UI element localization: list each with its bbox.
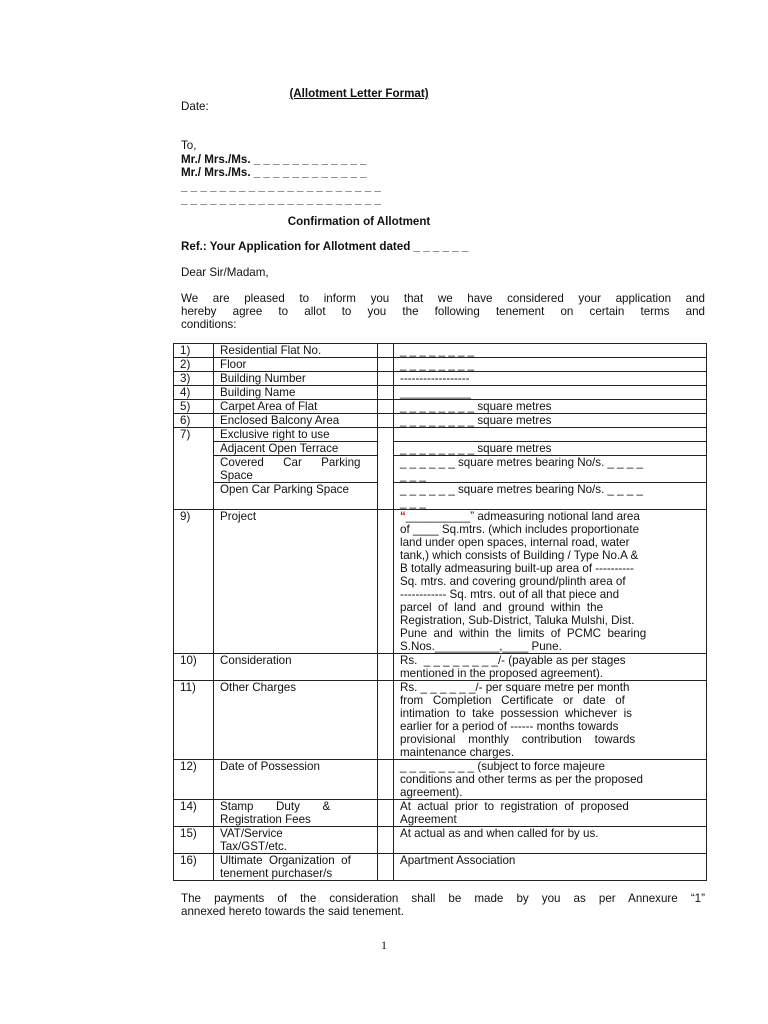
row-value: ___________ — [394, 386, 707, 400]
vat-label-2: Tax/GST/etc. — [220, 840, 288, 853]
table-row — [174, 372, 707, 386]
table-row — [174, 386, 707, 400]
address-line-3: _ _ _ _ _ _ _ _ _ _ _ _ _ _ _ _ _ _ _ _ _ — [181, 180, 381, 193]
open-quote-mark: “ — [400, 510, 406, 523]
project-line: ------------ Sq. mtrs. out of all that piece and — [400, 588, 620, 601]
possession-line: agreement). — [400, 786, 463, 799]
intro-line-1: We are pleased to inform you that we have considered your application and — [181, 292, 705, 305]
table-row — [174, 414, 707, 428]
project-line: land under open spaces, internal road, water — [400, 536, 630, 549]
charges-line: Rs. _ _ _ _ _ _/- per square metre per month — [400, 681, 630, 694]
project-line: Registration, Sub-District, Taluka Mulshi, Dist. — [400, 614, 635, 627]
row-number: 3) — [174, 372, 214, 386]
open-parking-value-2: _ _ _ — [400, 496, 426, 509]
project-line: S.Nos.__________,____ Pune. — [400, 640, 562, 653]
sub-description: Exclusive right to use — [214, 428, 377, 442]
salutation: Dear Sir/Madam, — [181, 266, 269, 279]
table-row — [174, 428, 707, 510]
charges-line: earlier for a period of ------ months towards — [400, 720, 619, 733]
row-number: 16) — [174, 854, 214, 881]
row-number: 11) — [174, 681, 214, 760]
row-number: 7) — [174, 428, 214, 510]
open-parking-value: _ _ _ _ _ _ square metres bearing No/s. _ _ _ _ — [400, 483, 643, 496]
row-value — [394, 760, 707, 800]
row-number: 10) — [174, 654, 214, 681]
table-row — [174, 760, 707, 800]
closing-line-2: annexed hereto towards the said tenement. — [181, 905, 405, 918]
row-value: _ _ _ _ _ _ _ _ square metres — [394, 400, 707, 414]
table-row — [174, 654, 707, 681]
project-line: of ____ Sq.mtrs. (which includes proportionate — [400, 523, 640, 536]
addressee-line-2: Mr./ Mrs./Ms. _ _ _ _ _ _ _ _ _ _ _ _ — [181, 166, 367, 179]
table-row — [174, 400, 707, 414]
row-value: At actual as and when called for by us. — [394, 827, 707, 854]
row-description: Project — [214, 510, 378, 654]
project-line: Sq. mtrs. and covering ground/plinth area of — [400, 575, 626, 588]
sub-value — [394, 456, 706, 483]
consideration-line: Rs. _ _ _ _ _ _ _ _/- (payable as per stages — [400, 654, 626, 667]
project-line: parcel of land and ground within the — [400, 601, 604, 614]
row-value — [394, 428, 707, 510]
row-description: Building Name — [214, 386, 378, 400]
table-row — [174, 800, 707, 827]
stamp-duty-label: Stamp Duty & — [220, 800, 331, 813]
organization-label: Ultimate Organization of — [220, 854, 351, 867]
row-number: 4) — [174, 386, 214, 400]
subject-heading: Confirmation of Allotment — [287, 215, 431, 228]
row-description: Building Number — [214, 372, 378, 386]
row-description: Floor — [214, 358, 378, 372]
row-description: Carpet Area of Flat — [214, 400, 378, 414]
covered-parking-label: Covered Car Parking — [220, 456, 361, 469]
allotment-table — [173, 343, 707, 881]
row-description: Date of Possession — [214, 760, 378, 800]
charges-line: provisional monthly contribution towards — [400, 733, 636, 746]
row-number: 5) — [174, 400, 214, 414]
possession-line: _ _ _ _ _ _ _ _ (subject to force majeure — [400, 760, 605, 773]
address-line-4: _ _ _ _ _ _ _ _ _ _ _ _ _ _ _ _ _ _ _ _ _ — [181, 193, 381, 206]
sub-value: _ _ _ _ _ _ _ _ square metres — [394, 442, 706, 456]
row-number: 12) — [174, 760, 214, 800]
row-value: _ _ _ _ _ _ _ _ — [394, 358, 707, 372]
row-value — [394, 681, 707, 760]
address-to: To, — [181, 139, 197, 152]
intro-line-2: hereby agree to allot to you the following tenement on certain terms and — [181, 305, 705, 318]
row-description — [214, 854, 378, 881]
closing-line-1: The payments of the consideration shall be made by you as per Annexure “1” — [181, 892, 705, 905]
row-description — [214, 428, 378, 510]
row-number: 2) — [174, 358, 214, 372]
project-line: tank,) which consists of Building / Type No.A & — [400, 549, 639, 562]
charges-line: from Completion Certificate or date of — [400, 694, 625, 707]
reference-line: Ref.: Your Application for Allotment dated _ _ _ _ _ _ — [181, 240, 469, 253]
row-value: Apartment Association — [394, 854, 707, 881]
charges-line: intimation to take possession whichever is — [400, 707, 632, 720]
row-value — [394, 654, 707, 681]
table-row — [174, 510, 707, 654]
row-number: 9) — [174, 510, 214, 654]
addressee-line-1: Mr./ Mrs./Ms. _ _ _ _ _ _ _ _ _ _ _ _ — [181, 153, 367, 166]
sub-description: Open Car Parking Space — [220, 483, 349, 496]
consideration-line: mentioned in the proposed agreement). — [400, 667, 604, 680]
organization-label-2: tenement purchaser/s — [220, 867, 333, 880]
covered-parking-label-2: Space — [220, 469, 253, 482]
date-label: Date: — [181, 100, 209, 113]
row-value — [394, 800, 707, 827]
table-row — [174, 854, 707, 881]
row-description: Enclosed Balcony Area — [214, 414, 378, 428]
row-value: _ _ _ _ _ _ _ _ square metres — [394, 414, 707, 428]
row-description: Other Charges — [214, 681, 378, 760]
possession-line: conditions and other terms as per the proposed — [400, 773, 643, 786]
stamp-duty-value-2: Agreement — [400, 813, 457, 826]
sub-description — [214, 456, 377, 483]
row-description — [214, 800, 378, 827]
row-number: 1) — [174, 344, 214, 358]
row-number: 15) — [174, 827, 214, 854]
table-row — [174, 827, 707, 854]
sub-description: Adjacent Open Terrace — [214, 442, 377, 456]
row-description: Consideration — [214, 654, 378, 681]
project-line: __________” admeasuring notional land area — [405, 510, 640, 523]
vat-label: VAT/Service — [220, 827, 283, 840]
stamp-duty-value: At actual prior to registration of proposed — [400, 800, 629, 813]
intro-line-3: conditions: — [181, 318, 237, 331]
table-row — [174, 358, 707, 372]
row-number: 6) — [174, 414, 214, 428]
project-line: B totally admeasuring built-up area of ---------- — [400, 562, 634, 575]
stamp-duty-label-2: Registration Fees — [220, 813, 311, 826]
charges-line: maintenance charges. — [400, 746, 515, 759]
covered-parking-value-2: _ _ _ — [400, 469, 426, 482]
row-number: 14) — [174, 800, 214, 827]
row-value — [394, 510, 707, 654]
row-value: _ _ _ _ _ _ _ _ — [394, 344, 707, 358]
page-number: 1 — [381, 938, 387, 952]
row-description — [214, 827, 378, 854]
table-row — [174, 681, 707, 760]
document-title: (Allotment Letter Format) — [289, 87, 429, 100]
project-line: Pune and within the limits of PCMC bearing — [400, 627, 647, 640]
table-row — [174, 344, 707, 358]
row-description: Residential Flat No. — [214, 344, 378, 358]
sub-value — [394, 483, 706, 509]
covered-parking-value: _ _ _ _ _ _ square metres bearing No/s. _ _ _ _ — [400, 456, 643, 469]
row-value: ------------------ — [394, 372, 707, 386]
